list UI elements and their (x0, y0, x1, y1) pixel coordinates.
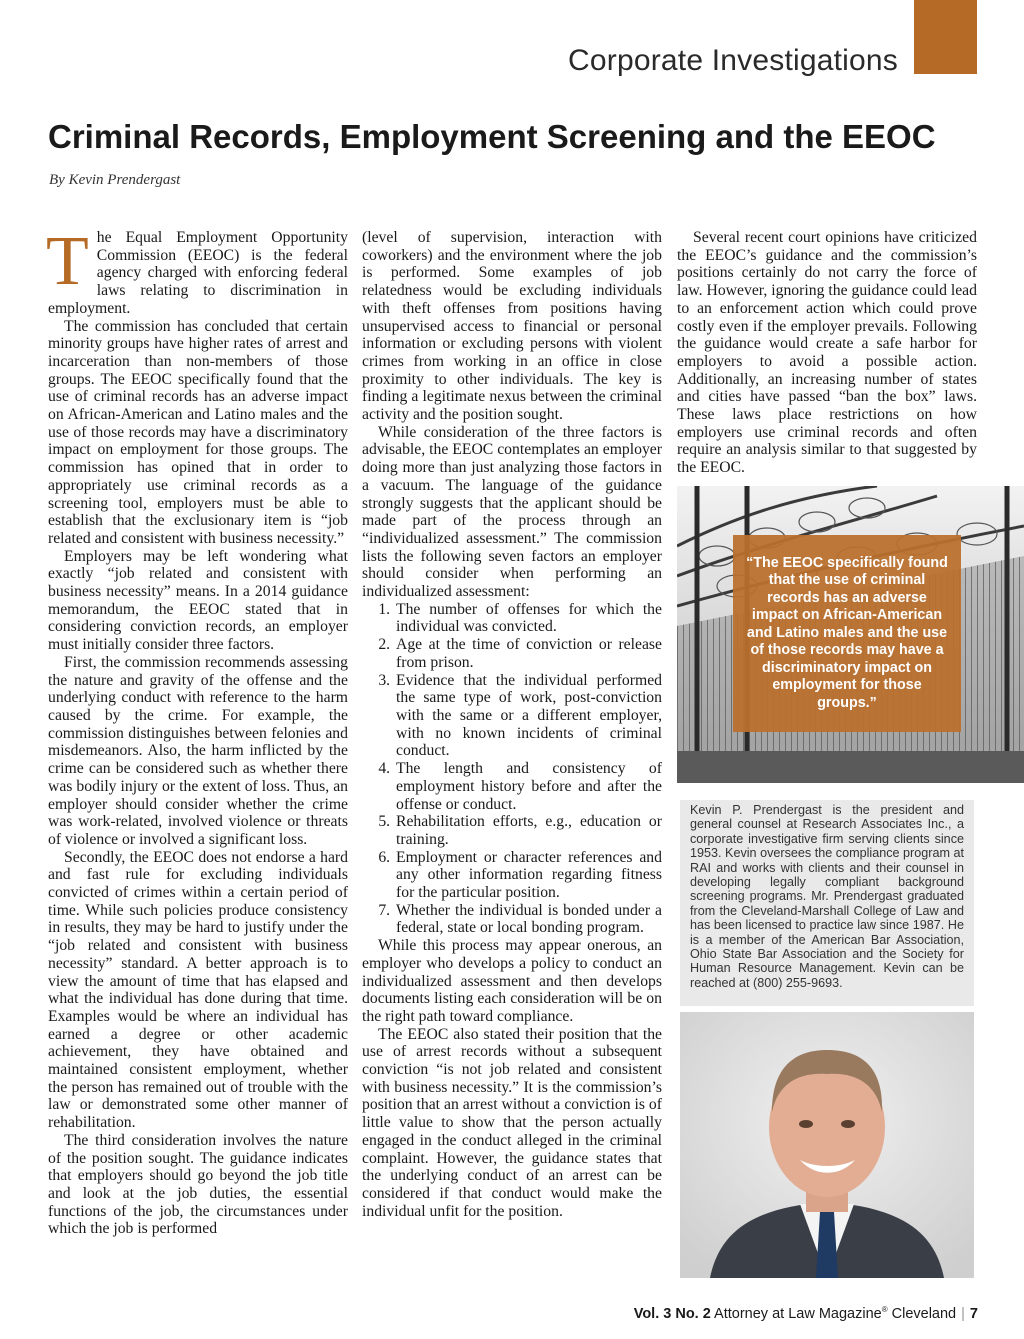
issue-label: Vol. 3 No. 2 (633, 1305, 711, 1322)
paragraph: Secondly, the EEOC does not endorse a hard and fast rule for excluding individuals convicted of crimes within a certain period of time. While such policies produce consistency in results, they may be hard to justify under the “job related and consistent with business necessity” standard. A better approach is to view the amount of time that has elapsed and what the individual has done during that time. Examples would be where an individual has earned a degree or other academic achievement, they have obtained and maintained consistent employment, whether the person has remained out of trouble with the law or demonstrated some other manner of rehabilitation. (48, 848, 348, 1132)
city-label: Cleveland (891, 1305, 957, 1322)
paragraph (46, 223, 348, 318)
paragraph: The EEOC also stated their position that the use of arrest records without a subsequent conviction “is not job related and consistent with business necessity.” It is the commission’s position that an arrest without a conviction is of little value to show that the person actually engaged in the conduct alleged in the criminal complaint. However, the guidance states that the underlying conduct of an arrest can be considered if that conduct would make the individual unfit for the position. (362, 1025, 662, 1220)
drop-cap: T (46, 223, 89, 300)
list-item: 4. The length and consistency of employment history before and after the offense or conduct. (394, 760, 662, 813)
footer-separator: | (961, 1305, 965, 1322)
paragraph: First, the commission recommends assessing the nature and gravity of the offense and the underlying conduct with reference to the harm caused by the crime. For example, the commission distinguishes between felonies and misdemeanors. Also, the harm inflicted by the crime can be considered such as whether there was bodily injury or the extent of loss. Thus, an employer should consider whether the crime was work-related, involved violence or threats of violence or involved a significant loss. (48, 653, 348, 848)
article-title: Criminal Records, Employment Screening and the EEOC (48, 118, 936, 155)
paragraph: Several recent court opinions have criticized the EEOC’s guidance and the commission’s positions certainly do not carry the force of law. However, ignoring the guidance could lead to an enforcement action which could prove costly even if the employer prevails. Following the guidance would create a safe harbor for employers to avoid a possible action. Additionally, an increasing number of states and cities have passed “ban the box” laws. These laws place restrictions on how employers use criminal records and often require an analysis similar to that suggested by the EEOC. (677, 229, 977, 477)
author-headshot (680, 1012, 974, 1278)
list-item: 7. Whether the individual is bonded under a federal, state or local bonding program. (394, 902, 662, 937)
column-1 (46, 223, 348, 1238)
list-item: 2. Age at the time of conviction or release from prison. (394, 636, 662, 671)
list-item: 5. Rehabilitation efforts, e.g., education or training. (394, 813, 662, 848)
column-3 (677, 229, 977, 477)
pull-quote: “The EEOC specifically found that the use of criminal records has an adverse impact on African-American and Latino males and the use of those records may have a discriminatory impact on employment for those groups.” (733, 535, 961, 732)
list-item: 1. The number of offenses for which the individual was convicted. (394, 601, 662, 636)
author-bio: Kevin P. Prendergast is the president and general counsel at Research Associates Inc., a corporate investigative firm serving clients since 1953. Kevin oversees the compliance program at RAI and works with clients and their counsel in developing legally compliant background screening programs. Mr. Prendergast graduated from the Cleveland-Marshall College of Law and has been licensed to practice law since 1987. He is a member of the American Bar Association, Ohio State Bar Association and the Society for Human Resource Management. Kevin can be reached at (800) 255-9693. (680, 800, 974, 1006)
paragraph: The commission has concluded that certain minority groups have higher rates of arrest and incarceration than non-members of those groups. The EEOC specifically found that the use of criminal records has an adverse impact on African-American and Latino males and the use of those records may have a discriminatory impact on employment for those groups. The commission has opined that in order to appropriately use criminal records as a screening tool, employers must be able to establish that the exclusionary item is “job related and consistent with business necessity.” (48, 317, 348, 547)
page-number: 7 (969, 1305, 978, 1322)
paragraph: (level of supervision, interaction with coworkers) and the environment where the job is performed. Some examples of job relatedness would be excluding individuals with theft offenses from positions having unsupervised access to financial or personal information or excluding persons with violent crimes from working in an office in close proximity to other individuals. The key is finding a legitimate nexus between the criminal activity and the position sought. (362, 229, 662, 424)
list-item: 3. Evidence that the individual performed the same type of work, post-conviction with the same or a different employer, with no known incidents of criminal conduct. (394, 672, 662, 761)
paragraph: While this process may appear onerous, an employer who develops a policy to conduct an individualized assessment and then develops documents listing each consideration will be on the right path toward compliance. (362, 937, 662, 1025)
section-label: Corporate Investigations (568, 44, 898, 77)
magazine-name: Attorney at Law Magazine (714, 1305, 882, 1322)
column-2 (362, 229, 662, 1220)
page-footer (634, 1305, 978, 1322)
paragraph: While consideration of the three factors is advisable, the EEOC contemplates an employer doing more than just analyzing those factors in a vacuum. The language of the guidance strongly suggests that the applicant should be made part of the process through an “individualized assessment.” The commission lists the following seven factors an employer should consider when performing an individualized assessment: (362, 423, 662, 601)
list-item: 6. Employment or character references and any other information regarding fitness for the particular position. (394, 849, 662, 902)
paragraph: Employers may be left wondering what exactly “job related and consistent with business necessity” means. In a 2014 guidance memorandum, the EEOC stated that in considering conviction records, an employer must initially consider three factors. (48, 547, 348, 654)
author-portrait (680, 1012, 974, 1278)
registered-mark: ® (881, 1305, 888, 1314)
paragraph-text: he Equal Employment Opportunity Commission (EEOC) is the federal agency charged with enforcing federal laws relating to discrimination in employment. (48, 229, 348, 317)
byline: By Kevin Prendergast (49, 172, 181, 188)
paragraph: The third consideration involves the nature of the position sought. The guidance indicates that employers should go beyond the job title and look at the job duties, the essential functions of the job, the circumstances under which the job is performed (48, 1131, 348, 1238)
factor-list (362, 601, 662, 937)
section-color-tab (914, 0, 977, 74)
